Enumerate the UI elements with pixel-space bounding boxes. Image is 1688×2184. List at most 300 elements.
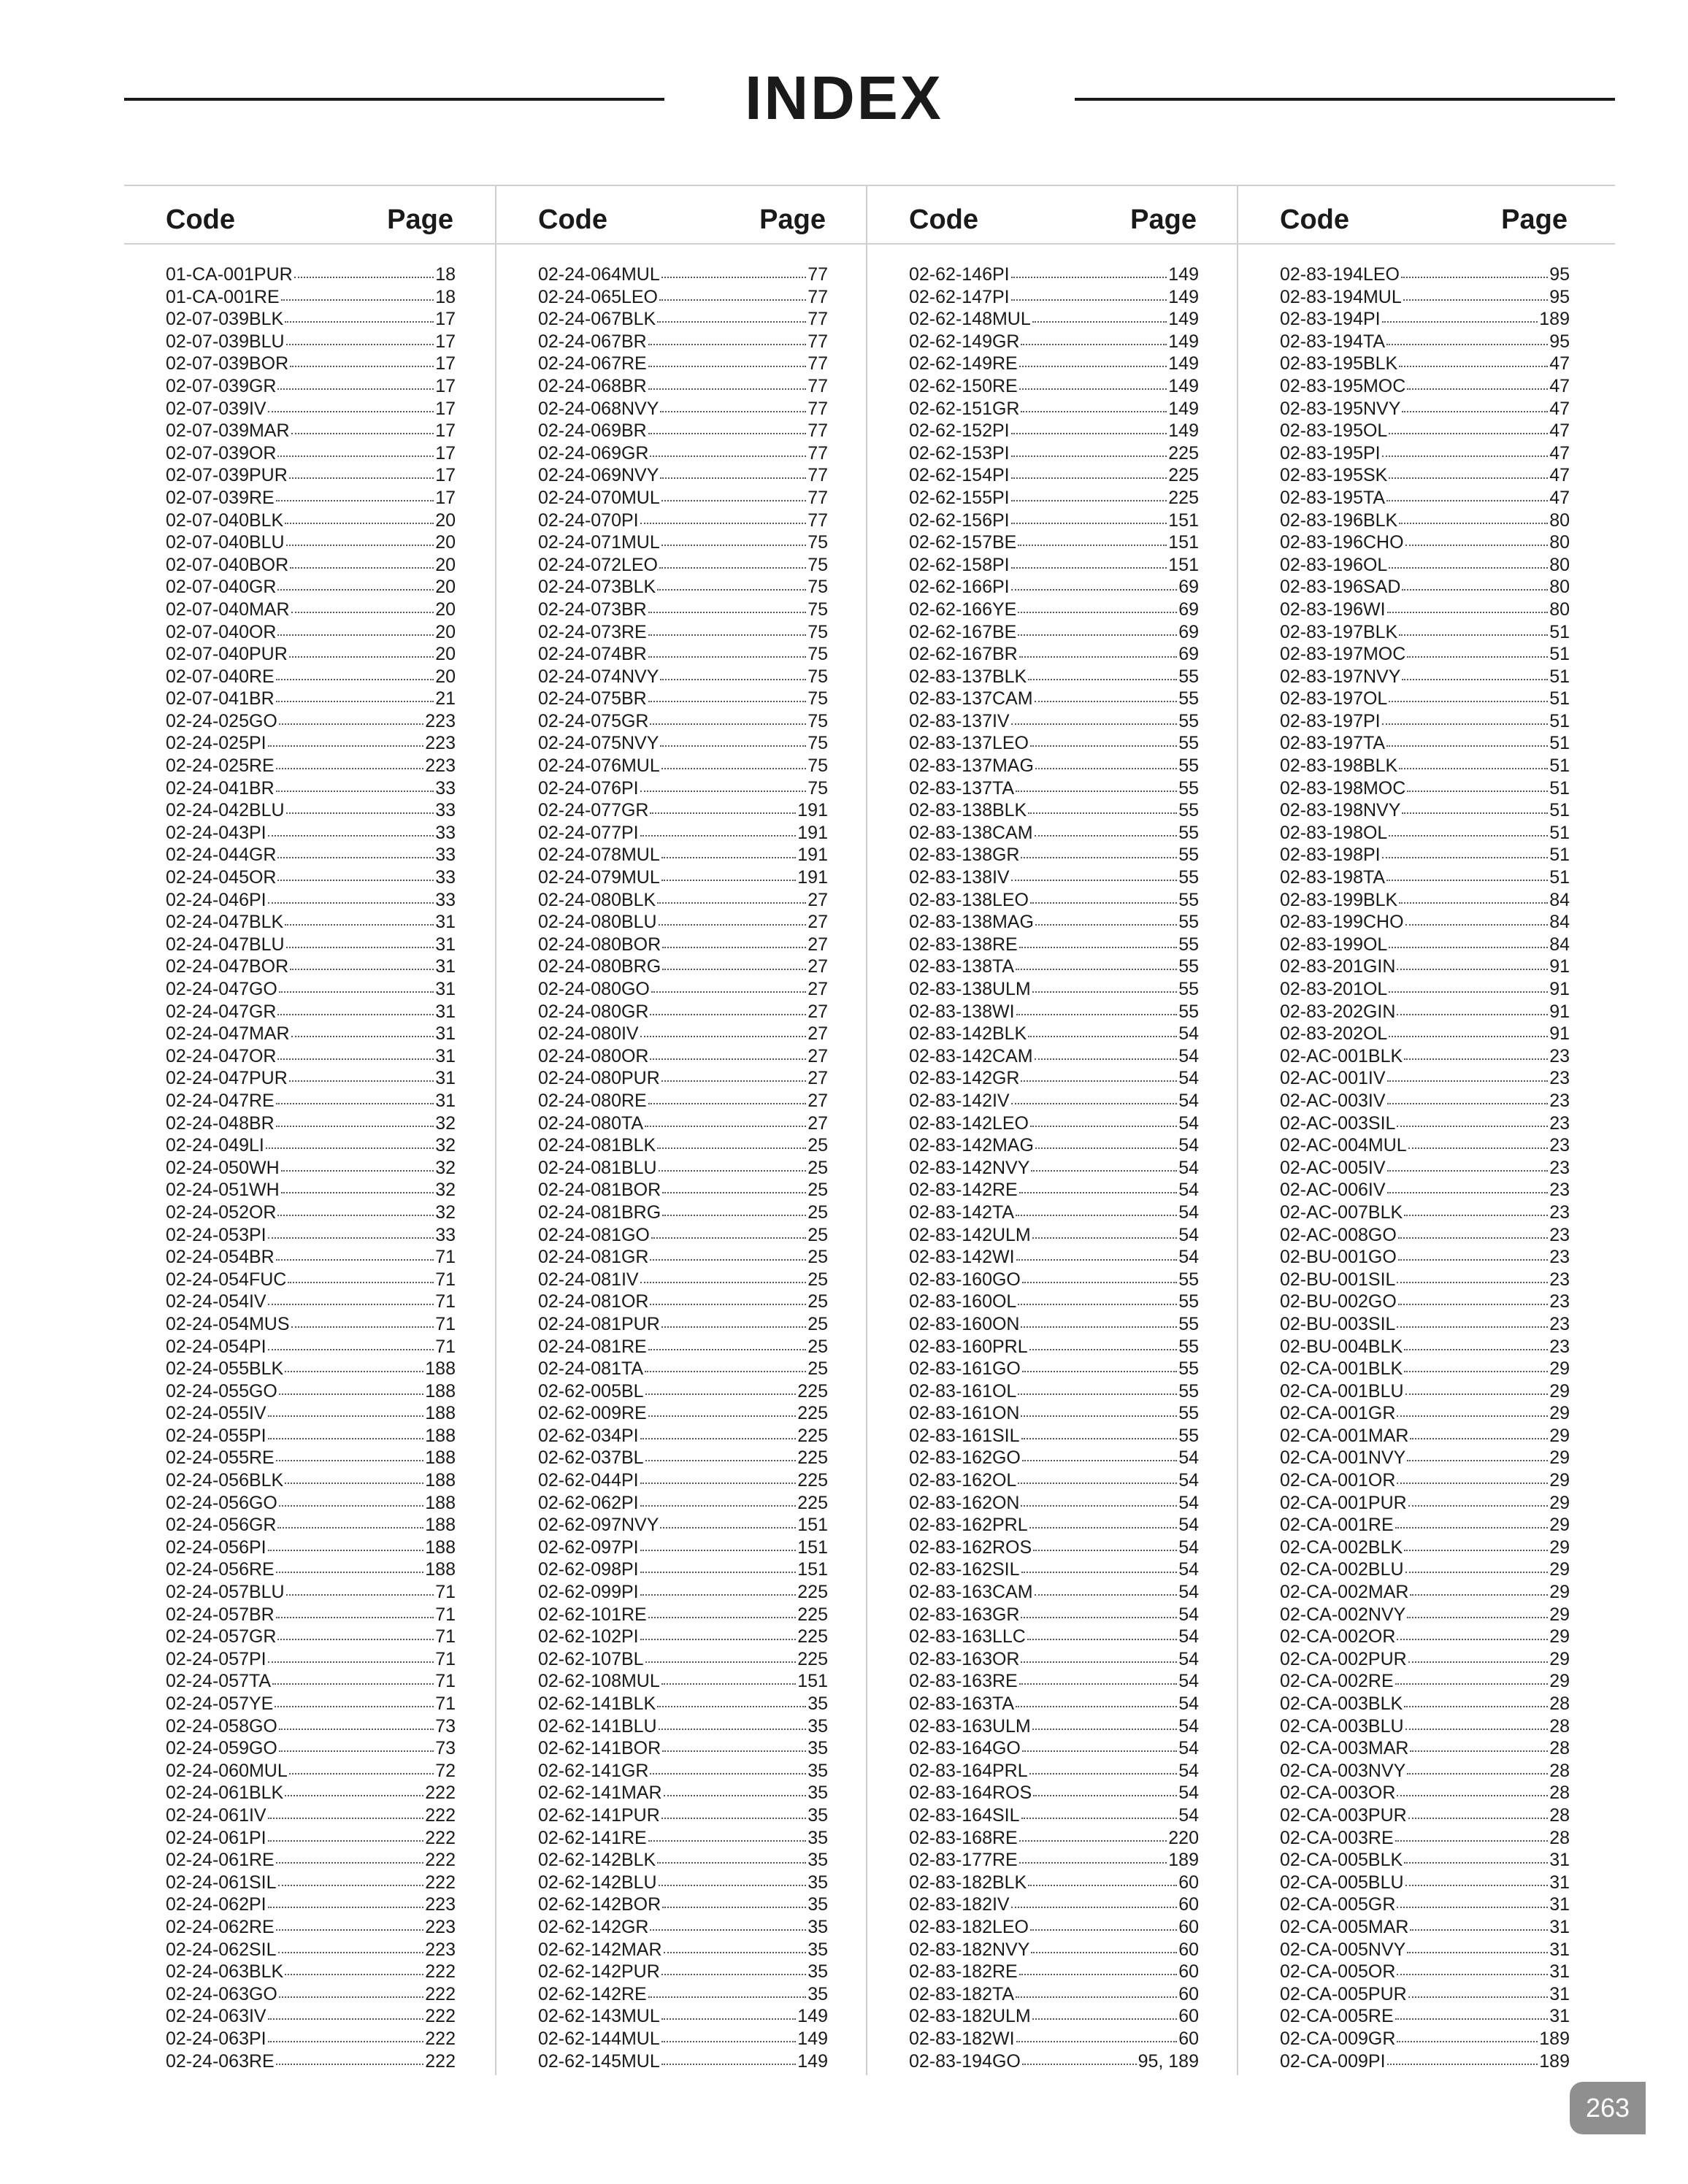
dot-leader [645,1656,797,1663]
entry-code: 02-62-005BL [538,1380,644,1401]
entry-code: 02-24-073BR [538,599,647,620]
index-entry [166,799,456,822]
entry-page: 29 [1549,1582,1570,1603]
dot-leader [1021,1499,1177,1507]
index-entry [538,1201,828,1224]
entry-code: 02-07-039GR [166,375,277,396]
entry-page: 75 [807,532,828,553]
dot-leader [1397,2035,1538,2042]
dot-leader [1397,1968,1548,1975]
index-entry [166,1537,456,1559]
index-entry [166,978,456,1001]
entry-page: 77 [807,398,828,419]
dot-leader [1032,2012,1177,2020]
entry-code: 02-83-160ON [909,1313,1020,1334]
dot-leader [1029,1343,1178,1350]
entry-code: 02-83-137IV [909,710,1010,731]
dot-leader [268,1656,434,1663]
index-entry [166,1626,456,1648]
index-entry [909,621,1199,644]
entry-page: 31 [1549,1939,1570,1960]
dot-leader [1404,1343,1548,1350]
dot-leader [1021,1611,1177,1618]
entry-page: 84 [1549,889,1570,910]
dot-leader [1018,539,1167,546]
index-entry [1280,576,1570,599]
dot-leader [660,472,806,479]
dot-leader [1011,874,1178,881]
entry-code: 02-CA-001NVY [1280,1447,1406,1469]
entry-page: 55 [1178,956,1199,977]
entry-page: 80 [1549,554,1570,575]
dot-leader [268,1834,424,1842]
entry-page: 20 [435,554,456,575]
dot-leader [1402,583,1548,591]
index-entry [166,1023,456,1045]
index-entry [538,1336,828,1358]
dot-leader [268,1410,424,1417]
entry-code: 02-CA-005BLK [1280,1850,1403,1871]
dot-leader [291,1320,434,1328]
entry-page: 54 [1178,1135,1199,1156]
index-entry [166,1157,456,1180]
dot-leader [1016,1991,1177,1998]
entry-code: 02-24-046PI [166,889,266,910]
dot-leader [1016,963,1177,970]
entry-code: 02-CA-001PUR [1280,1492,1407,1513]
entry-code: 02-CA-005RE [1280,2006,1394,2027]
index-entry [538,1648,828,1671]
page-title: INDEX [745,64,943,132]
entry-page: 29 [1549,1380,1570,1401]
entry-page: 55 [1178,1291,1199,1312]
entry-page: 54 [1178,1023,1199,1045]
index-entry [909,911,1199,934]
dot-leader [275,1700,434,1707]
entry-page: 35 [807,1804,828,1826]
dot-leader [286,338,434,345]
entry-page: 35 [807,1738,828,1759]
entry-code: 02-24-081PUR [538,1313,660,1334]
index-entry [538,1961,828,1983]
dot-leader [640,517,807,524]
dot-leader [1019,941,1177,948]
index-entries [166,264,456,2072]
entry-code: 02-62-143MUL [538,2006,660,2027]
entry-page: 25 [807,1358,828,1380]
index-entry [909,1737,1199,1760]
dot-leader [648,1410,797,1417]
dot-leader [1011,293,1167,301]
index-entry [1280,531,1570,554]
entry-code: 02-62-142BLK [538,1850,656,1871]
entry-page: 17 [435,309,456,330]
entry-page: 29 [1549,1537,1570,1558]
dot-leader [661,874,797,881]
entry-code: 02-83-162SIL [909,1559,1020,1580]
entry-page: 71 [435,1648,456,1669]
dot-leader [276,673,434,680]
entry-code: 02-24-047GR [166,1001,277,1022]
index-entry [538,464,828,487]
entry-page: 189 [1168,1850,1199,1871]
index-entry [909,1246,1199,1269]
index-entry [909,1336,1199,1358]
entry-code: 02-62-142MAR [538,1939,662,1960]
entry-code: 02-83-142CAM [909,1045,1033,1066]
index-entry [538,1402,828,1425]
dot-leader [1022,2058,1137,2065]
dot-leader [276,785,434,792]
index-entry [1280,1961,1570,1983]
entry-code: 02-62-167BR [909,644,1018,665]
index-entry [1280,554,1570,577]
entry-code: 02-83-142NVY [909,1157,1030,1178]
dot-leader [640,1030,807,1037]
entry-page: 223 [425,1894,456,1915]
entry-page: 54 [1178,1559,1199,1580]
entry-code: 02-24-056GR [166,1515,277,1536]
entry-page: 75 [807,755,828,777]
dot-leader [1410,1588,1548,1596]
entry-code: 02-24-041BR [166,777,275,799]
entry-code: 02-83-160GO [909,1269,1021,1290]
entry-page: 54 [1178,1247,1199,1268]
dot-leader [1032,985,1177,993]
entry-code: 02-24-054FUC [166,1269,287,1290]
dot-leader [285,1789,423,1796]
entry-page: 31 [1549,1983,1570,2004]
entry-page: 35 [807,1760,828,1781]
entry-page: 54 [1178,1582,1199,1603]
dot-leader [1027,1633,1177,1640]
entry-code: 02-83-199CHO [1280,912,1404,933]
index-entry [538,732,828,755]
dot-leader [1033,1544,1177,1551]
entry-code: 02-62-062PI [538,1492,639,1513]
index-entry [1280,799,1570,822]
entry-page: 47 [1549,375,1570,396]
dot-leader [277,1633,434,1640]
entry-code: 02-83-195BLK [1280,353,1398,374]
entry-page: 23 [1549,1336,1570,1357]
entry-code: 02-83-161ON [909,1403,1020,1424]
entry-page: 60 [1178,1894,1199,1915]
entry-page: 60 [1178,1961,1199,1983]
index-entry [166,1558,456,1581]
dot-leader [1011,583,1178,591]
index-entry [1280,353,1570,375]
entry-code: 02-24-055IV [166,1403,266,1424]
entry-page: 151 [797,1537,828,1558]
entry-code: 02-83-197PI [1280,710,1381,731]
entry-page: 149 [1168,264,1199,285]
entry-page: 91 [1549,956,1570,977]
entry-code: 02-24-061BLK [166,1783,284,1804]
entry-code: 02-CA-001GR [1280,1403,1396,1424]
dot-leader [277,628,434,636]
dot-leader [648,606,806,613]
index-entry [909,420,1199,442]
entry-page: 54 [1178,1626,1199,1647]
dot-leader [661,762,806,769]
entry-page: 77 [807,353,828,374]
entry-page: 222 [425,2006,456,2027]
entry-code: 02-24-062PI [166,1894,266,1915]
index-entry [1280,1760,1570,1783]
dot-leader [648,382,806,390]
index-entry [909,576,1199,599]
dot-leader [276,1566,424,1573]
index-entry [1280,1246,1570,1269]
entry-code: 02-83-163LLC [909,1626,1026,1647]
entry-code: 02-24-057BLU [166,1582,285,1603]
entry-code: 02-07-040BLK [166,510,284,531]
index-entry [166,1782,456,1804]
entry-page: 149 [1168,286,1199,307]
entry-page: 23 [1549,1291,1570,1312]
entry-code: 02-24-069NVY [538,465,659,486]
dot-leader [1389,985,1548,993]
index-entry [1280,1581,1570,1604]
dot-leader [1011,494,1167,501]
entry-code: 02-CA-003OR [1280,1783,1396,1804]
entry-page: 18 [435,286,456,307]
index-entry [909,666,1199,688]
entry-page: 60 [1178,1939,1199,1960]
index-entry [538,844,828,866]
entry-page: 54 [1178,1112,1199,1134]
entry-code: 02-62-158PI [909,554,1010,575]
entry-code: 02-07-040MAR [166,599,290,620]
entry-page: 54 [1178,1045,1199,1066]
entry-code: 02-24-054MUS [166,1313,290,1334]
entry-page: 28 [1549,1804,1570,1826]
index-entry [166,1179,456,1201]
dot-leader [657,315,806,323]
dot-leader [268,739,424,747]
index-entry [1280,1537,1570,1559]
dot-leader [268,896,434,904]
index-entry [538,1492,828,1515]
entry-code: 02-62-148MUL [909,309,1031,330]
entry-page: 188 [425,1470,456,1491]
entry-code: 02-07-039MAR [166,420,290,442]
index-entry [909,777,1199,800]
entry-page: 33 [435,777,456,799]
entry-code: 02-24-079MUL [538,867,660,888]
dot-leader [1387,1097,1549,1104]
entry-code: 01-CA-001RE [166,286,280,307]
index-entry [538,1715,828,1738]
entry-page: 75 [807,554,828,575]
index-entry [1280,911,1570,934]
index-entry [166,2028,456,2050]
index-entry [538,264,828,286]
dot-leader [650,1298,806,1305]
entry-page: 29 [1549,1447,1570,1469]
dot-leader [640,1499,797,1507]
index-entry [909,308,1199,331]
entry-code: 02-62-166YE [909,599,1017,620]
dot-leader [648,1991,806,1998]
entry-code: 02-83-195TA [1280,487,1386,508]
dot-leader [1408,1499,1549,1507]
dot-leader [1022,1276,1177,1283]
index-entry [166,822,456,845]
dot-leader [277,583,434,591]
entry-code: 02-83-163CAM [909,1582,1033,1603]
entry-code: 02-07-040GR [166,577,277,598]
entry-page: 25 [807,1201,828,1223]
index-entry [1280,1558,1570,1581]
index-entry [166,643,456,666]
index-entry [1280,844,1570,866]
dot-leader [1389,472,1548,479]
dot-leader [1011,1901,1178,1908]
index-entry [1280,1849,1570,1872]
entry-page: 28 [1549,1760,1570,1781]
entry-page: 54 [1178,1738,1199,1759]
index-entry [909,1201,1199,1224]
index-entry [166,777,456,800]
entry-page: 31 [1549,1872,1570,1893]
entry-code: 02-24-075NVY [538,733,659,754]
index-entry [1280,1782,1570,1804]
dot-leader [659,293,806,301]
entry-code: 02-83-196SAD [1280,577,1401,598]
entry-page: 54 [1178,1492,1199,1513]
index-entry [909,1604,1199,1626]
index-entry [909,353,1199,375]
entry-code: 02-AC-007BLK [1280,1201,1403,1223]
index-entry [1280,1224,1570,1247]
entry-code: 02-83-195PI [1280,442,1381,464]
entry-page: 29 [1549,1358,1570,1380]
index-entry [909,1313,1199,1336]
index-entry [538,1804,828,1827]
entry-code: 02-83-182TA [909,1983,1015,2004]
column-header [1280,198,1568,242]
entry-page: 220 [1168,1827,1199,1848]
dot-leader [1019,1856,1167,1864]
dot-leader [662,1209,806,1216]
index-entry [1280,510,1570,532]
index-entry [166,1001,456,1023]
entry-code: 02-83-182RE [909,1961,1018,1983]
dot-leader [1021,1432,1178,1439]
entry-code: 02-24-047BLK [166,912,284,933]
entry-code: 02-AC-001IV [1280,1068,1386,1089]
dot-leader [1386,338,1548,345]
entry-code: 02-62-034PI [538,1425,639,1446]
entry-page: 55 [1178,800,1199,821]
entry-page: 55 [1178,1380,1199,1401]
entry-code: 02-24-065LEO [538,286,659,307]
entry-page: 29 [1549,1492,1570,1513]
page-header: Page [759,204,826,235]
dot-leader [657,583,806,591]
dot-leader [1382,851,1549,858]
entry-code: 02-24-077PI [538,822,639,843]
entry-page: 71 [435,1291,456,1312]
index-entry [909,1112,1199,1135]
entry-page: 73 [435,1738,456,1759]
entry-code: 02-24-063PI [166,2028,266,2049]
entry-page: 54 [1178,1447,1199,1469]
entry-page: 84 [1549,912,1570,933]
entry-code: 02-CA-003MAR [1280,1738,1409,1759]
index-entry [909,1804,1199,1827]
dot-leader [286,941,434,948]
entry-page: 31 [435,1001,456,1022]
index-entry [166,1961,456,1983]
entry-page: 77 [807,465,828,486]
entry-page: 69 [1178,577,1199,598]
dot-leader [1389,561,1548,569]
dot-leader [660,739,806,747]
dot-leader [1035,1053,1178,1060]
dot-leader [1402,807,1548,814]
dot-leader [640,1477,797,1484]
dot-leader [268,1231,434,1239]
entry-page: 51 [1549,777,1570,799]
entry-code: 02-83-199BLK [1280,889,1398,910]
dot-leader [1407,1946,1548,1953]
dot-leader [1021,1074,1177,1082]
index-entry [538,666,828,688]
entry-code: 02-AC-001BLK [1280,1045,1403,1066]
entry-code: 02-83-137LEO [909,733,1029,754]
entry-page: 71 [435,1336,456,1357]
dot-leader [645,1388,797,1395]
dot-leader [657,1856,806,1864]
entry-code: 02-24-081BLK [538,1135,656,1156]
index-entry [166,1291,456,1313]
index-entry [166,1693,456,1715]
entry-code: 02-83-161OL [909,1380,1017,1401]
index-entry [538,398,828,420]
entry-page: 35 [807,1783,828,1804]
dot-leader [1398,1298,1548,1305]
entry-code: 02-24-080BOR [538,934,661,955]
entry-code: 02-83-162ON [909,1492,1020,1513]
dot-leader [1011,427,1167,434]
index-entry [909,1715,1199,1738]
entry-code: 02-AC-006IV [1280,1180,1386,1201]
entry-page: 51 [1549,755,1570,777]
index-entry [1280,866,1570,889]
index-column-3 [866,185,1238,2075]
index-entry [1280,710,1570,733]
entry-code: 02-83-182WI [909,2028,1015,2049]
dot-leader [1405,1879,1549,1886]
entry-page: 25 [807,1157,828,1178]
entry-page: 31 [435,956,456,977]
entry-code: 02-24-080BRG [538,956,661,977]
entry-code: 02-24-073BLK [538,577,656,598]
entry-page: 149 [1168,375,1199,396]
entry-page: 17 [435,353,456,374]
index-entry [538,1469,828,1492]
dot-leader [650,1053,806,1060]
dot-leader [291,606,434,613]
dot-leader [660,405,806,412]
entry-code: 02-24-081GR [538,1247,649,1268]
entry-page: 223 [425,1916,456,1937]
entry-page: 23 [1549,1180,1570,1201]
page-header: Page [1501,204,1568,235]
